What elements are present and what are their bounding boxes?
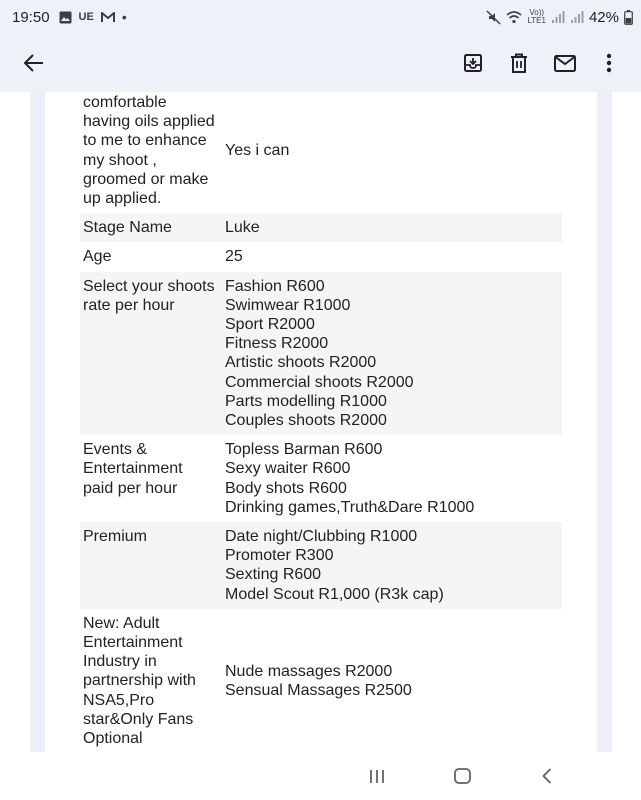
row-label: Events & Entertainment paid per hour [83, 441, 183, 497]
row-label: Stage Name [83, 219, 172, 237]
row-value: Date night/Clubbing R1000 Promoter R300 Sexting R600 Model Scout R1,000 (R3k cap) [225, 528, 444, 603]
wifi-icon [506, 11, 522, 24]
row-label: Premium [83, 528, 148, 546]
system-icons [486, 9, 633, 26]
archive-icon[interactable] [459, 49, 487, 77]
row-value: Fashion R600 Swimwear R1000 Sport R2000 Fitness R2000 Artistic shoots R2000 Commercial shoots R2000 Parts modelling R1000 Couples shoots R2000 [225, 277, 414, 430]
row-label: comfortable having oils applied to me to enhance my shoot , groomed or make up applied. [83, 94, 215, 208]
status-time: 19:50 [12, 8, 50, 26]
gmail-notification-icon [101, 12, 115, 23]
more-notifications-dot: • [121, 9, 127, 25]
battery-icon [624, 10, 633, 25]
row-value: Topless Barman R600 Sexy waiter R600 Body shots R600 Drinking games,Truth&Dare R1000 [225, 441, 475, 516]
row-value: Luke [225, 219, 260, 237]
signal-icon-2 [570, 11, 584, 24]
table-row [80, 272, 562, 436]
home-icon[interactable] [448, 764, 476, 788]
row-value: 25 [225, 248, 243, 266]
left-margin-rail [30, 92, 45, 752]
app-bar [0, 34, 641, 92]
right-margin-rail [597, 92, 612, 752]
status-bar [0, 0, 641, 34]
mute-icon [486, 10, 501, 25]
notification-icons [59, 9, 127, 25]
recent-apps-icon[interactable] [363, 764, 391, 788]
gallery-notification-icon [59, 11, 72, 24]
table-row [80, 242, 562, 271]
table-row [80, 213, 562, 242]
table-row [80, 92, 562, 213]
volte-icon: Vo)) LTE1 [527, 8, 546, 25]
table-row [80, 435, 562, 522]
arrow-back-icon[interactable] [20, 49, 48, 77]
row-value: Yes i can [225, 142, 290, 159]
mark-unread-icon[interactable] [551, 49, 579, 77]
table-row [80, 609, 562, 752]
table-row [80, 522, 562, 609]
row-label: Age [83, 248, 112, 266]
signal-icon-1 [551, 11, 565, 24]
ue-notification-icon: UE [78, 11, 94, 23]
more-vert-icon[interactable] [595, 49, 623, 77]
row-label: New: Adult Entertainment Industry in partnership with NSA5,Pro star&Only Fans Optional [83, 614, 196, 748]
row-label: Select your shoots rate per hour [83, 277, 215, 314]
battery-percent: 42% [588, 8, 619, 26]
navigation-bar [0, 752, 641, 800]
form-response-table [80, 92, 562, 752]
row-value: Nude massages R2000 Sensual Massages R2500 [225, 662, 412, 700]
back-nav-icon[interactable] [533, 764, 561, 788]
delete-icon[interactable] [505, 49, 533, 77]
email-body[interactable] [0, 92, 641, 752]
